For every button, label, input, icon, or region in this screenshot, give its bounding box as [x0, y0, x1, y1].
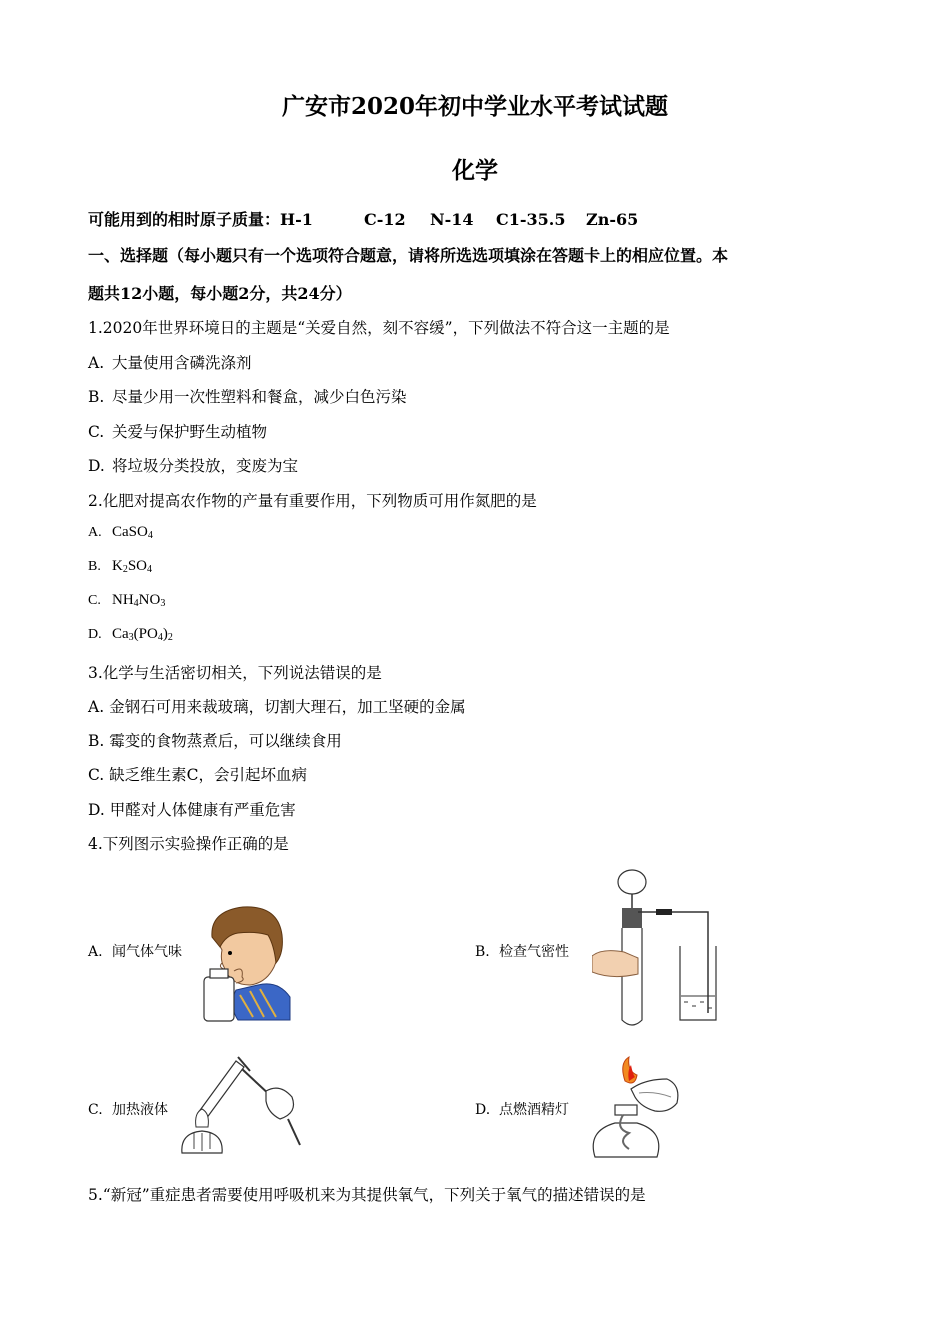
q2-option-c: C. $NH_4NO_3$	[88, 592, 166, 609]
atomic-mass-zn: Zn-65	[586, 210, 639, 229]
q2-stem: 2.化肥对提高农作物的产量有重要作用，下列物质可用作氮肥的是	[88, 492, 537, 510]
atomic-mass-c: C-12	[364, 210, 406, 229]
q2-option-d: D. $Ca_3(PO_4)_2$	[88, 626, 173, 643]
atomic-mass-cl: C1-35.5	[496, 210, 566, 229]
q1-option-d: D. 将垃圾分类投放，变废为宝	[88, 457, 299, 475]
smell-gas-illustration	[198, 905, 293, 1025]
heating-liquid-illustration	[180, 1053, 310, 1163]
atomic-mass-prefix: 可能用到的相时原子质量：	[88, 210, 281, 229]
q2-option-b: B. $K_2SO_4$	[88, 558, 153, 575]
q1-stem: 1.2020年世界环境日的主题是“关爱自然，刻不容缓”，下列做法不符合这一主题的是	[88, 319, 670, 337]
q2-option-a: A. CaSO$_4$	[88, 524, 153, 541]
q3-option-d: D. 甲醛对人体健康有严重危害	[88, 801, 296, 819]
alcohol-lamp-illustration	[585, 1053, 685, 1165]
section-heading-line1: 一、选择题（每小题只有一个选项符合题意，请将所选选项填涂在答题卡上的相应位置。本	[88, 246, 729, 265]
q4-stem: 4.下列图示实验操作正确的是	[88, 835, 289, 853]
exam-title: 广安市2020年初中学业水平考试试题	[281, 93, 668, 120]
section-heading-line2: 题共12小题，每小题2分，共24分）	[88, 284, 352, 303]
q3-stem: 3.化学与生活密切相关，下列说法错误的是	[88, 664, 382, 682]
q1-option-a: A. 大量使用含磷洗涤剂	[88, 354, 252, 372]
q4-option-b: B. 检查气密性	[475, 944, 569, 960]
airtightness-illustration	[592, 868, 722, 1030]
q1-option-b: B. 尽量少用一次性塑料和餐盒，减少白色污染	[88, 388, 407, 406]
q5-stem: 5.“新冠”重症患者需要使用呼吸机来为其提供氧气，下列关于氧气的描述错误的是	[88, 1186, 646, 1204]
q3-option-b: B. 霉变的食物蒸煮后，可以继续食用	[88, 732, 342, 750]
q3-option-a: A. 金钢石可用来裁玻璃，切割大理石，加工坚硬的金属	[88, 698, 466, 716]
q4-option-c: C. 加热液体	[88, 1102, 168, 1118]
q4-option-a: A. 闻气体气味	[88, 944, 182, 960]
subject-title: 化学	[452, 157, 498, 184]
atomic-mass-h: H-1	[280, 210, 313, 229]
q3-option-c: C. 缺乏维生素C，会引起坏血病	[88, 766, 308, 784]
q1-option-c: C. 关爱与保护野生动植物	[88, 423, 268, 441]
atomic-mass-n: N-14	[430, 210, 474, 229]
q4-option-d: D. 点燃酒精灯	[475, 1102, 569, 1118]
atomic-mass-line	[88, 207, 638, 230]
